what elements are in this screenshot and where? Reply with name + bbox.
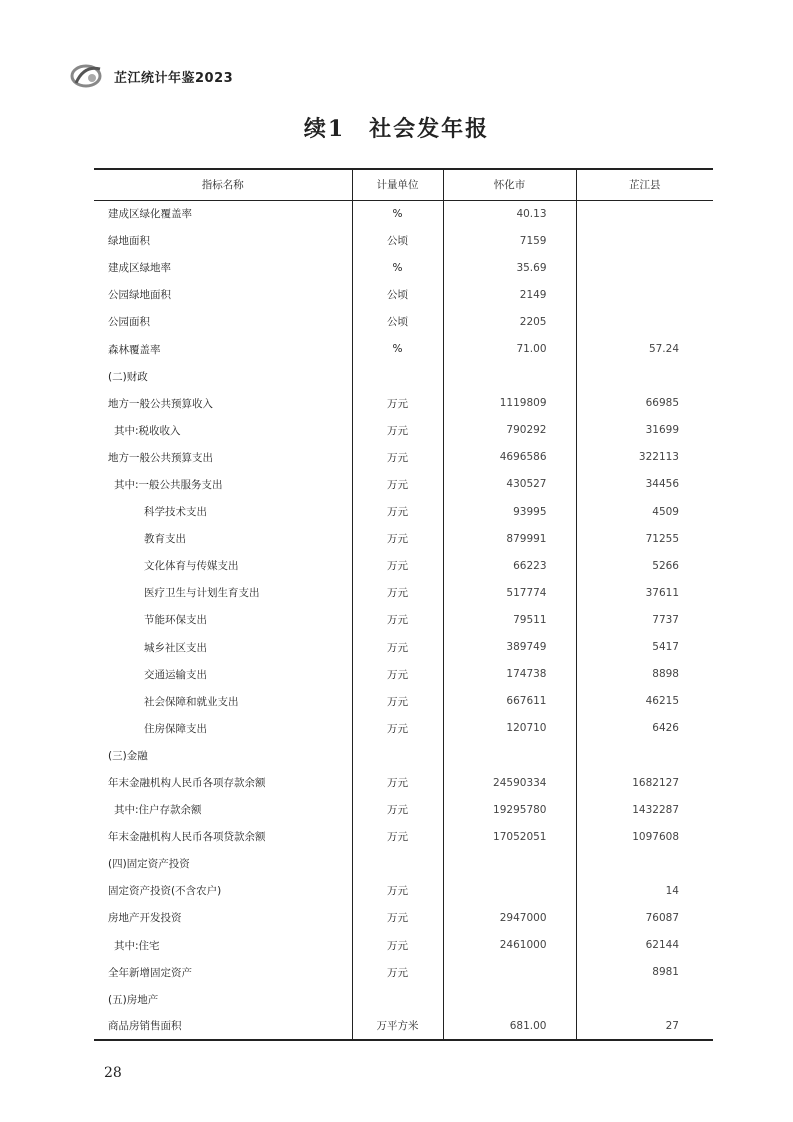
unit-cell: 万平方米	[352, 1013, 443, 1040]
table-row	[94, 904, 713, 931]
unit-cell: 万元	[352, 444, 443, 471]
huaihua-value-cell: 2205	[443, 308, 576, 335]
huaihua-value-cell: 2461000	[443, 932, 576, 959]
huaihua-value-cell: 517774	[443, 579, 576, 606]
unit-cell: %	[352, 200, 443, 227]
huaihua-value-cell: 389749	[443, 634, 576, 661]
zhijiang-value-cell: 34456	[645, 478, 679, 491]
table-row	[94, 823, 713, 850]
huaihua-value-cell: 681.00	[443, 1013, 576, 1040]
page-number: 28	[104, 1065, 122, 1081]
indicator-name-cell: (二)财政	[94, 363, 352, 390]
indicator-name-cell: 全年新增固定资产	[94, 959, 352, 986]
unit-cell: 万元	[352, 932, 443, 959]
indicator-name-cell: 其中:一般公共服务支出	[94, 471, 352, 498]
zhijiang-value-cell: 57.24	[648, 343, 679, 356]
table-row	[94, 200, 713, 227]
unit-cell: 万元	[352, 769, 443, 796]
huaihua-value-cell: 24590334	[443, 769, 576, 796]
zhijiang-value-cell	[576, 308, 713, 335]
table-row	[94, 688, 713, 715]
huaihua-value-cell: 2947000	[443, 904, 576, 931]
unit-cell: 万元	[352, 606, 443, 633]
table-row	[94, 634, 713, 661]
indicator-name-cell: (四)固定资产投资	[94, 850, 352, 877]
table-row	[94, 281, 713, 308]
table-row	[94, 715, 713, 742]
header-title: 芷江统计年鉴2023	[114, 70, 234, 86]
zhijiang-value-cell: 66985	[645, 397, 679, 410]
table-row	[94, 769, 713, 796]
huaihua-value-cell: 4696586	[443, 444, 576, 471]
huaihua-value-cell: 430527	[443, 471, 576, 498]
indicator-name-cell: 年末金融机构人民币各项存款余额	[94, 769, 352, 796]
zhijiang-value-cell: 8898	[652, 668, 679, 681]
unit-cell: 万元	[352, 661, 443, 688]
indicator-name-cell: 地方一般公共预算支出	[94, 444, 352, 471]
table-row	[94, 552, 713, 579]
zhijiang-value-cell: 62144	[645, 939, 679, 952]
table-row	[94, 579, 713, 606]
huaihua-value-cell	[443, 877, 576, 904]
zhijiang-value-cell	[576, 986, 713, 1013]
unit-cell: 万元	[352, 688, 443, 715]
zhijiang-value-cell: 76087	[645, 911, 679, 924]
huaihua-value-cell: 79511	[443, 606, 576, 633]
column-header-indicator: 指标名称	[94, 169, 352, 200]
unit-cell: 万元	[352, 715, 443, 742]
indicator-name-cell: 建成区绿化覆盖率	[94, 200, 352, 227]
unit-cell: 万元	[352, 823, 443, 850]
huaihua-value-cell: 7159	[443, 227, 576, 254]
indicator-name-cell: 节能环保支出	[94, 606, 352, 633]
column-header-unit: 计量单位	[352, 169, 443, 200]
indicator-name-cell: 教育支出	[94, 525, 352, 552]
statistics-table	[94, 168, 713, 1041]
zhijiang-value-cell: 5417	[652, 641, 679, 654]
huaihua-value-cell: 174738	[443, 661, 576, 688]
unit-cell: 万元	[352, 471, 443, 498]
unit-cell: 万元	[352, 417, 443, 444]
table-row	[94, 959, 713, 986]
table-row	[94, 742, 713, 769]
table-row	[94, 444, 713, 471]
zhijiang-value-cell: 4509	[652, 505, 679, 518]
huaihua-value-cell: 35.69	[443, 254, 576, 281]
huaihua-value-cell: 17052051	[443, 823, 576, 850]
indicator-name-cell: 其中:住户存款余额	[94, 796, 352, 823]
huaihua-value-cell: 667611	[443, 688, 576, 715]
unit-cell: 公顷	[352, 227, 443, 254]
huaihua-value-cell: 40.13	[443, 200, 576, 227]
zhijiang-value-cell: 14	[665, 884, 679, 897]
table-row	[94, 254, 713, 281]
statistics-table-container	[94, 168, 713, 1041]
indicator-name-cell: 住房保障支出	[94, 715, 352, 742]
huaihua-value-cell	[443, 363, 576, 390]
indicator-name-cell: (五)房地产	[94, 986, 352, 1013]
zhijiang-value-cell: 46215	[645, 695, 679, 708]
zhijiang-value-cell	[576, 363, 713, 390]
table-body	[94, 200, 713, 1040]
zhijiang-value-cell: 1097608	[632, 830, 679, 843]
huaihua-value-cell	[443, 742, 576, 769]
zhijiang-value-cell	[576, 254, 713, 281]
unit-cell	[352, 986, 443, 1013]
unit-cell: 万元	[352, 904, 443, 931]
page-header	[70, 62, 233, 90]
huaihua-value-cell: 66223	[443, 552, 576, 579]
unit-cell: %	[352, 254, 443, 281]
indicator-name-cell: 公园绿地面积	[94, 281, 352, 308]
yearbook-logo-icon	[70, 63, 106, 89]
huaihua-value-cell: 19295780	[443, 796, 576, 823]
table-row	[94, 877, 713, 904]
zhijiang-value-cell: 8981	[652, 966, 679, 979]
indicator-name-cell: 建成区绿地率	[94, 254, 352, 281]
zhijiang-value-cell	[576, 281, 713, 308]
unit-cell: 万元	[352, 959, 443, 986]
table-row	[94, 1013, 713, 1040]
table-header-row	[94, 169, 713, 200]
table-row	[94, 417, 713, 444]
unit-cell: 公顷	[352, 308, 443, 335]
table-row	[94, 227, 713, 254]
indicator-name-cell: 商品房销售面积	[94, 1013, 352, 1040]
indicator-name-cell: 公园面积	[94, 308, 352, 335]
zhijiang-value-cell: 6426	[652, 722, 679, 735]
unit-cell	[352, 742, 443, 769]
huaihua-value-cell: 120710	[443, 715, 576, 742]
huaihua-value-cell	[443, 850, 576, 877]
unit-cell: 万元	[352, 877, 443, 904]
table-row	[94, 335, 713, 362]
zhijiang-value-cell: 1682127	[632, 776, 679, 789]
unit-cell: 万元	[352, 552, 443, 579]
table-row	[94, 498, 713, 525]
indicator-name-cell: 其中:税收收入	[94, 417, 352, 444]
unit-cell: 万元	[352, 498, 443, 525]
zhijiang-value-cell: 1432287	[632, 803, 679, 816]
unit-cell: 万元	[352, 390, 443, 417]
indicator-name-cell: 年末金融机构人民币各项贷款余额	[94, 823, 352, 850]
table-row	[94, 606, 713, 633]
zhijiang-value-cell	[576, 850, 713, 877]
unit-cell: 万元	[352, 579, 443, 606]
huaihua-value-cell: 93995	[443, 498, 576, 525]
column-header-zhijiang: 芷江县	[576, 169, 713, 200]
zhijiang-value-cell: 37611	[645, 586, 679, 599]
zhijiang-value-cell	[576, 200, 713, 227]
table-row	[94, 796, 713, 823]
unit-cell: %	[352, 335, 443, 362]
unit-cell	[352, 850, 443, 877]
unit-cell: 万元	[352, 634, 443, 661]
table-row	[94, 525, 713, 552]
zhijiang-value-cell	[576, 227, 713, 254]
huaihua-value-cell: 1119809	[443, 390, 576, 417]
zhijiang-value-cell: 7737	[652, 613, 679, 626]
indicator-name-cell: 交通运输支出	[94, 661, 352, 688]
indicator-name-cell: 房地产开发投资	[94, 904, 352, 931]
zhijiang-value-cell: 31699	[645, 424, 679, 437]
zhijiang-value-cell: 322113	[638, 451, 679, 464]
indicator-name-cell: 社会保障和就业支出	[94, 688, 352, 715]
table-row	[94, 363, 713, 390]
zhijiang-value-cell: 71255	[645, 532, 679, 545]
table-row	[94, 390, 713, 417]
indicator-name-cell: 地方一般公共预算收入	[94, 390, 352, 417]
unit-cell	[352, 363, 443, 390]
table-row	[94, 308, 713, 335]
huaihua-value-cell	[443, 959, 576, 986]
indicator-name-cell: 森林覆盖率	[94, 335, 352, 362]
page-title: 续1 社会发年报	[303, 116, 490, 142]
indicator-name-cell: 固定资产投资(不含农户)	[94, 877, 352, 904]
unit-cell: 公顷	[352, 281, 443, 308]
indicator-name-cell: 城乡社区支出	[94, 634, 352, 661]
table-row	[94, 661, 713, 688]
huaihua-value-cell	[443, 986, 576, 1013]
table-row	[94, 986, 713, 1013]
zhijiang-value-cell	[576, 742, 713, 769]
table-row	[94, 850, 713, 877]
indicator-name-cell: 科学技术支出	[94, 498, 352, 525]
huaihua-value-cell: 2149	[443, 281, 576, 308]
indicator-name-cell: 绿地面积	[94, 227, 352, 254]
zhijiang-value-cell: 27	[576, 1013, 713, 1040]
huaihua-value-cell: 71.00	[443, 335, 576, 362]
indicator-name-cell: 文化体育与传媒支出	[94, 552, 352, 579]
indicator-name-cell: 其中:住宅	[94, 932, 352, 959]
huaihua-value-cell: 879991	[443, 525, 576, 552]
unit-cell: 万元	[352, 796, 443, 823]
table-row	[94, 932, 713, 959]
indicator-name-cell: (三)金融	[94, 742, 352, 769]
indicator-name-cell: 医疗卫生与计划生育支出	[94, 579, 352, 606]
unit-cell: 万元	[352, 525, 443, 552]
column-header-huaihua: 怀化市	[443, 169, 576, 200]
huaihua-value-cell: 790292	[443, 417, 576, 444]
zhijiang-value-cell: 5266	[652, 559, 679, 572]
table-row	[94, 471, 713, 498]
